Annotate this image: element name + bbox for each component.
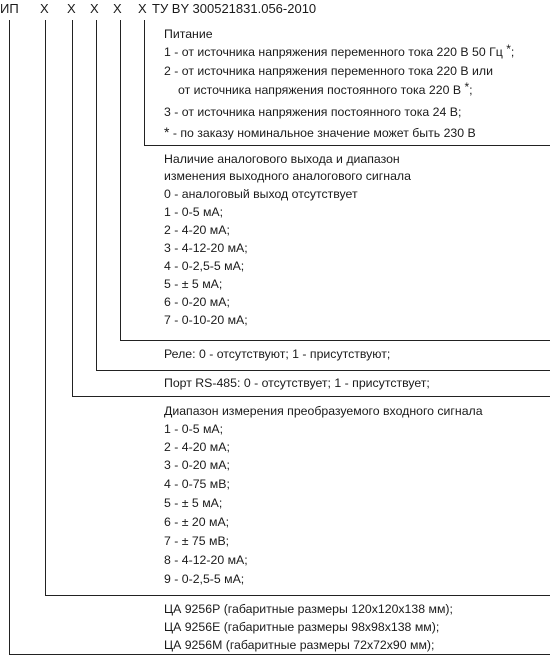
- bracket-vline-power: [144, 20, 145, 146]
- analog-option: 2 - 4-20 мА;: [164, 223, 230, 237]
- position-x-2: X: [67, 1, 76, 16]
- bracket-vline-port: [72, 20, 73, 397]
- input-range-title: Диапазон измерения преобразуемого входного сигнала: [164, 404, 483, 418]
- bracket-vline-model: [9, 20, 10, 655]
- footnote-mark: *: [464, 80, 470, 94]
- bracket-hline-input: [45, 595, 550, 596]
- power-option-3: 3 - от источника напряжения постоянного тока 24 В;: [164, 105, 462, 119]
- input-range-option: 1 - 0-5 мА;: [164, 422, 224, 436]
- input-range-option: 4 - 0-75 мВ;: [164, 477, 230, 491]
- position-x-3: X: [90, 1, 99, 16]
- analog-option: 5 - ± 5 мА;: [164, 277, 223, 291]
- bracket-vline-input: [45, 20, 46, 596]
- model-option: ЦА 9256Е (габаритные размеры 98х98х138 мм);: [164, 620, 440, 634]
- port-option: Порт RS-485: 0 - отсутствует; 1 - присутствует;: [164, 376, 430, 390]
- analog-option: 7 - 0-10-20 мА;: [164, 313, 248, 327]
- bracket-hline-relay: [96, 370, 550, 371]
- input-range-option: 3 - 0-20 мА;: [164, 458, 230, 472]
- bracket-hline-model: [9, 654, 550, 655]
- input-range-option: 9 - 0-2,5-5 мА;: [164, 572, 245, 586]
- power-option-1: 1 - от источника напряжения переменного тока 220 В 50 Гц *;: [164, 42, 515, 59]
- analog-option: 4 - 0-2,5-5 мА;: [164, 259, 245, 273]
- position-x-1: X: [40, 1, 49, 16]
- input-range-option: 2 - 4-20 мА;: [164, 440, 230, 454]
- model-option: ЦА 9256М (габаритные размеры 72х72х90 мм);: [164, 638, 435, 652]
- input-range-option: 6 - ± 20 мА;: [164, 515, 230, 529]
- analog-title-line2: изменения выходного аналогового сигнала: [164, 169, 411, 183]
- power-option-2a: 2 - от источника напряжения переменного тока 220 В или: [164, 64, 493, 78]
- analog-title-line1: Наличие аналогового выхода и диапазон: [164, 152, 400, 166]
- bracket-vline-relay: [96, 20, 97, 371]
- footnote-mark: *: [506, 42, 511, 56]
- bracket-vline-analog: [120, 20, 121, 341]
- bracket-hline-port: [72, 396, 550, 397]
- analog-option: 0 - аналоговый выход отсутствует: [164, 187, 358, 201]
- input-range-option: 7 - ± 75 мВ;: [164, 534, 230, 548]
- position-x-5: X: [138, 1, 147, 16]
- relay-option: Реле: 0 - отсутствуют; 1 - присутствуют;: [164, 347, 391, 361]
- bracket-hline-analog: [120, 340, 550, 341]
- power-title: Питание: [164, 27, 213, 41]
- spec-reference: ТУ BY 300521831.056-2010: [152, 1, 317, 16]
- position-x-4: X: [113, 1, 122, 16]
- analog-option: 1 - 0-5 мА;: [164, 205, 224, 219]
- input-range-option: 8 - 4-12-20 мА;: [164, 553, 248, 567]
- power-option-2b: от источника напряжения постоянного тока 220 В *;: [178, 80, 473, 97]
- analog-option: 3 - 4-12-20 мА;: [164, 241, 248, 255]
- model-option: ЦА 9256Р (габаритные размеры 120х120х138 мм);: [164, 602, 453, 616]
- analog-option: 6 - 0-20 мА;: [164, 295, 230, 309]
- input-range-option: 5 - ± 5 мА;: [164, 496, 223, 510]
- designation-prefix: ИП: [0, 1, 19, 16]
- bracket-hline-power: [144, 145, 550, 146]
- power-footnote: * - по заказу номинальное значение может быть 230 В: [164, 124, 476, 140]
